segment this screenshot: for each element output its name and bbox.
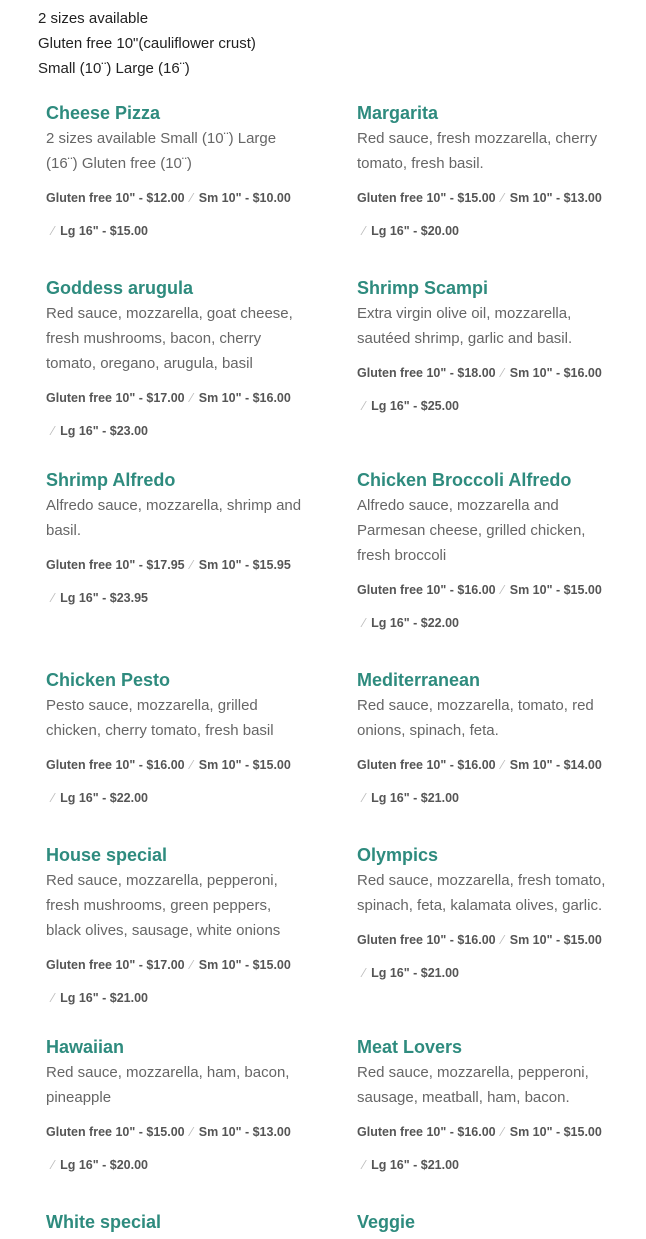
separator-icon: ⁄ [501, 583, 504, 597]
price-gluten-free: Gluten free 10" - $12.00 [46, 191, 185, 205]
menu-item-prices [46, 1116, 310, 1182]
price-small: Sm 10" - $15.95 [198, 558, 291, 572]
price-small: Sm 10" - $16.00 [509, 366, 602, 380]
menu-item-name: Hawaiian [46, 1037, 125, 1057]
menu-item-name: Shrimp Alfredo [46, 470, 176, 490]
menu-item-name: Chicken Pesto [46, 670, 171, 690]
menu-item [357, 1034, 621, 1182]
menu-item [357, 667, 621, 815]
separator-icon: ⁄ [190, 1125, 193, 1139]
price-small: Sm 10" - $15.00 [509, 1125, 602, 1139]
price-small: Sm 10" - $14.00 [509, 758, 602, 772]
menu-item-description: Red sauce, mozzarella, pepperoni, fresh mushrooms, green peppers, black olives, sausage, white onions [46, 872, 281, 939]
menu-item [46, 275, 310, 448]
menu-item-description: Red sauce, mozzarella, goat cheese, fresh mushrooms, bacon, cherry tomato, oregano, arugula, basil [46, 305, 293, 372]
separator-icon: ⁄ [363, 616, 366, 630]
menu-item [46, 467, 310, 615]
menu-item-name: White special [46, 1212, 162, 1232]
menu-item-description: 2 sizes available Small (10¨) Large (16¨) Gluten free (10¨) [46, 130, 277, 172]
price-small: Sm 10" - $15.00 [198, 758, 291, 772]
menu-item-prices [357, 182, 621, 248]
menu-item-prices [46, 549, 310, 615]
price-large: Lg 16" - $20.00 [60, 1158, 149, 1172]
separator-icon: ⁄ [501, 366, 504, 380]
separator-icon: ⁄ [190, 558, 193, 572]
menu-item-name: Meat Lovers [357, 1037, 463, 1057]
separator-icon: ⁄ [52, 224, 55, 238]
price-gluten-free: Gluten free 10" - $16.00 [357, 1125, 496, 1139]
menu-item [46, 1209, 310, 1235]
menu-item-prices [357, 749, 621, 815]
intro-line-small-large: Small (10¨) Large (16¨) [38, 60, 190, 77]
separator-icon: ⁄ [363, 399, 366, 413]
menu-item [46, 1034, 310, 1182]
price-large: Lg 16" - $21.00 [60, 991, 149, 1005]
separator-icon: ⁄ [52, 991, 55, 1005]
menu-item-name: Margarita [357, 103, 439, 123]
menu-item [357, 100, 621, 248]
separator-icon: ⁄ [52, 1158, 55, 1172]
menu-item-name: Olympics [357, 845, 439, 865]
price-gluten-free: Gluten free 10" - $16.00 [46, 758, 185, 772]
menu-item [357, 275, 621, 423]
separator-icon: ⁄ [363, 224, 366, 238]
price-large: Lg 16" - $25.00 [371, 399, 460, 413]
menu-item-description: Pesto sauce, mozzarella, grilled chicken, cherry tomato, fresh basil [46, 697, 274, 739]
price-gluten-free: Gluten free 10" - $16.00 [357, 758, 496, 772]
price-small: Sm 10" - $13.00 [198, 1125, 291, 1139]
price-large: Lg 16" - $23.00 [60, 424, 149, 438]
price-large: Lg 16" - $22.00 [371, 616, 460, 630]
menu-item [357, 842, 621, 990]
separator-icon: ⁄ [190, 958, 193, 972]
price-gluten-free: Gluten free 10" - $15.00 [46, 1125, 185, 1139]
separator-icon: ⁄ [190, 191, 193, 205]
price-small: Sm 10" - $16.00 [198, 391, 291, 405]
separator-icon: ⁄ [501, 1125, 504, 1139]
menu-item [357, 1209, 621, 1235]
price-gluten-free: Gluten free 10" - $17.00 [46, 391, 185, 405]
menu-item-prices [357, 357, 621, 423]
menu-item [46, 842, 310, 1015]
menu-item-description: Red sauce, mozzarella, ham, bacon, pineapple [46, 1064, 290, 1106]
price-gluten-free: Gluten free 10" - $16.00 [357, 583, 496, 597]
separator-icon: ⁄ [501, 758, 504, 772]
separator-icon: ⁄ [52, 424, 55, 438]
separator-icon: ⁄ [52, 791, 55, 805]
price-small: Sm 10" - $13.00 [509, 191, 602, 205]
menu-item-name: Chicken Broccoli Alfredo [357, 470, 572, 490]
separator-icon: ⁄ [501, 191, 504, 205]
price-small: Sm 10" - $10.00 [198, 191, 291, 205]
menu-item-name: Mediterranean [357, 670, 481, 690]
menu-item-description: Red sauce, mozzarella, pepperoni, sausage, meatball, ham, bacon. [357, 1064, 589, 1106]
price-gluten-free: Gluten free 10" - $18.00 [357, 366, 496, 380]
price-large: Lg 16" - $21.00 [371, 1158, 460, 1172]
intro-line-sizes: 2 sizes available [38, 10, 149, 27]
menu-item-description: Alfredo sauce, mozzarella, shrimp and basil. [46, 497, 302, 539]
price-gluten-free: Gluten free 10" - $16.00 [357, 933, 496, 947]
menu-item [46, 667, 310, 815]
intro-text [38, 6, 256, 81]
menu-item-name: House special [46, 845, 168, 865]
price-small: Sm 10" - $15.00 [198, 958, 291, 972]
menu-item-prices [357, 1116, 621, 1182]
menu-item-description: Extra virgin olive oil, mozzarella, sautéed shrimp, garlic and basil. [357, 305, 573, 347]
menu-item-prices [357, 574, 621, 640]
menu-item [46, 100, 310, 248]
menu-item [357, 467, 621, 640]
menu-item-prices [46, 182, 310, 248]
separator-icon: ⁄ [190, 391, 193, 405]
menu-item-name: Shrimp Scampi [357, 278, 489, 298]
price-gluten-free: Gluten free 10" - $17.00 [46, 958, 185, 972]
price-large: Lg 16" - $21.00 [371, 966, 460, 980]
price-large: Lg 16" - $22.00 [60, 791, 149, 805]
price-small: Sm 10" - $15.00 [509, 583, 602, 597]
price-large: Lg 16" - $23.95 [60, 591, 149, 605]
menu-item-description: Red sauce, fresh mozzarella, cherry tomato, fresh basil. [357, 130, 598, 172]
price-gluten-free: Gluten free 10" - $15.00 [357, 191, 496, 205]
separator-icon: ⁄ [190, 758, 193, 772]
menu-item-description: Red sauce, mozzarella, fresh tomato, spinach, feta, kalamata olives, garlic. [357, 872, 606, 914]
menu-item-name: Goddess arugula [46, 278, 194, 298]
price-large: Lg 16" - $15.00 [60, 224, 149, 238]
menu-item-prices [46, 382, 310, 448]
intro-line-gluten-free: Gluten free 10"(cauliflower crust) [38, 35, 256, 52]
separator-icon: ⁄ [363, 1158, 366, 1172]
menu-item-prices [46, 949, 310, 1015]
price-gluten-free: Gluten free 10" - $17.95 [46, 558, 185, 572]
price-large: Lg 16" - $20.00 [371, 224, 460, 238]
price-large: Lg 16" - $21.00 [371, 791, 460, 805]
separator-icon: ⁄ [363, 966, 366, 980]
separator-icon: ⁄ [501, 933, 504, 947]
menu-item-name: Cheese Pizza [46, 103, 161, 123]
menu-item-name: Veggie [357, 1212, 416, 1232]
separator-icon: ⁄ [363, 791, 366, 805]
menu-item-description: Alfredo sauce, mozzarella and Parmesan cheese, grilled chicken, fresh broccoli [357, 497, 586, 564]
separator-icon: ⁄ [52, 591, 55, 605]
price-small: Sm 10" - $15.00 [509, 933, 602, 947]
menu-item-prices [357, 924, 621, 990]
menu-item-prices [46, 749, 310, 815]
menu-item-description: Red sauce, mozzarella, tomato, red onions, spinach, feta. [357, 697, 594, 739]
